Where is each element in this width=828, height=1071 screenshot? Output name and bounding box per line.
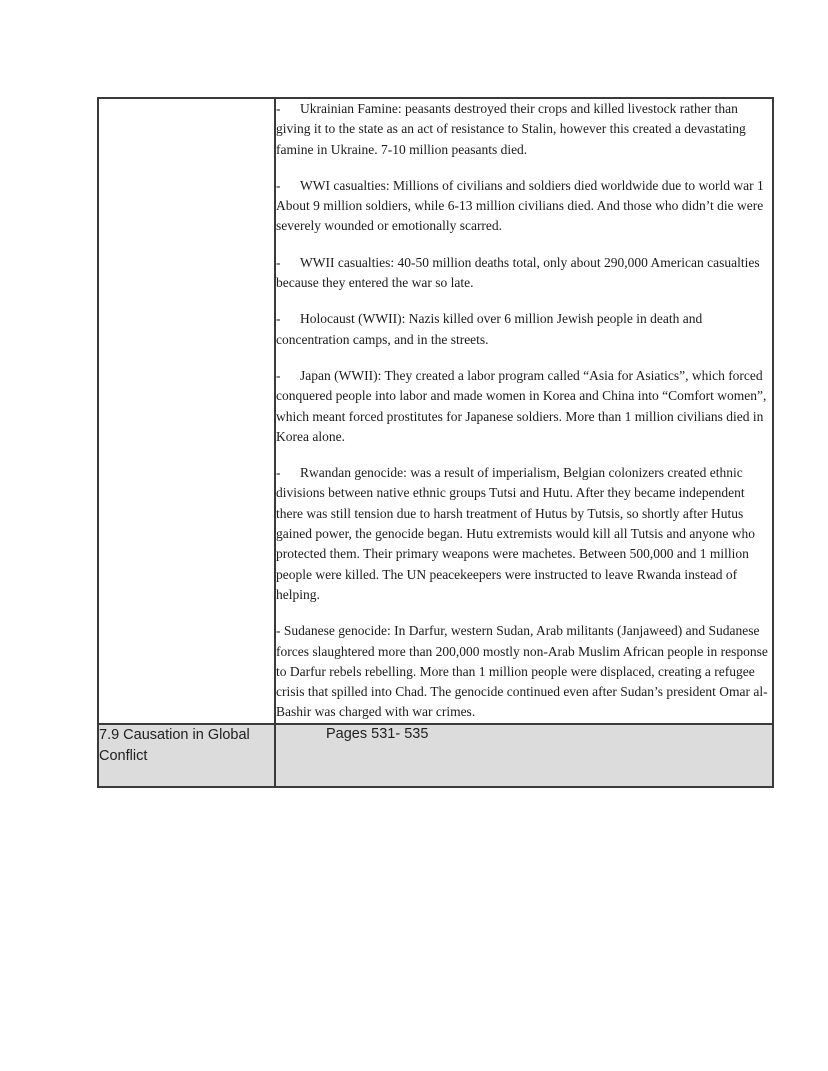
table-row-notes bbox=[98, 98, 773, 724]
note-wwi-casualties: - WWI casualties: Millions of civilians and soldiers died worldwide due to world war 1 About 9 million soldiers, while 6-13 million civilians died. And those who didn’t die were severely wounded or emotionally scarred. bbox=[276, 177, 767, 234]
notes-table bbox=[97, 97, 774, 788]
note-sudanese-genocide: - Sudanese genocide: In Darfur, western Sudan, Arab militants (Janjaweed) and Sudanese forces slaughtered more than 200,000 mostly non-Arab Muslim African people in response to Darfur rebels rebelling. More than 1 million people were displaced, creating a refugee crisis that spilled into Chad. The genocide continued even after Sudan’s president Omar al-Bashir was charged with war crimes. bbox=[276, 623, 772, 720]
topic-cell-empty bbox=[98, 98, 275, 724]
note-holocaust: - Holocaust (WWII): Nazis killed over 6 million Jewish people in death and concentration camps, and in the streets. bbox=[276, 311, 706, 347]
unit-title-cell: 7.9 Causation in Global Conflict bbox=[98, 724, 275, 787]
note-wwii-casualties: - WWII casualties: 40-50 million deaths total, only about 290,000 American casualties because they entered the war so late. bbox=[276, 254, 764, 291]
notes-cell bbox=[275, 98, 773, 724]
table-row-unit bbox=[98, 724, 773, 787]
note-rwandan-genocide: - Rwandan genocide: was a result of imperialism, Belgian colonizers created ethnic divisions between native ethnic groups Tutsi and Hutu. After they became independent there was still tension due to harsh treatment of Hutus by Tutsis, so shortly after Hutus gained power, the genocide began. Hutu extremists would kill all Tutsis and anyone who protected them. Their primary weapons were machetes. Between 500,000 and 1 million people were killed. The UN peacekeepers were instructed to leave Rwanda instead of helping. bbox=[276, 465, 759, 602]
note-ukrainian-famine: - Ukrainian Famine: peasants destroyed their crops and killed livestock rather than giving it to the state as an act of resistance to Stalin, however this created a devastating famine in Ukraine. 7-10 million peasants died. bbox=[276, 101, 750, 157]
note-japan-wwii: - Japan (WWII): They created a labor program called “Asia for Asiatics”, which forced conquered people into labor and made women in Korea and China into “Comfort women”, which meant forced prostitutes for Japanese soldiers. More than 1 million civilians died in Korea alone. bbox=[276, 367, 770, 444]
unit-pages-cell: Pages 531- 535 bbox=[275, 724, 773, 787]
